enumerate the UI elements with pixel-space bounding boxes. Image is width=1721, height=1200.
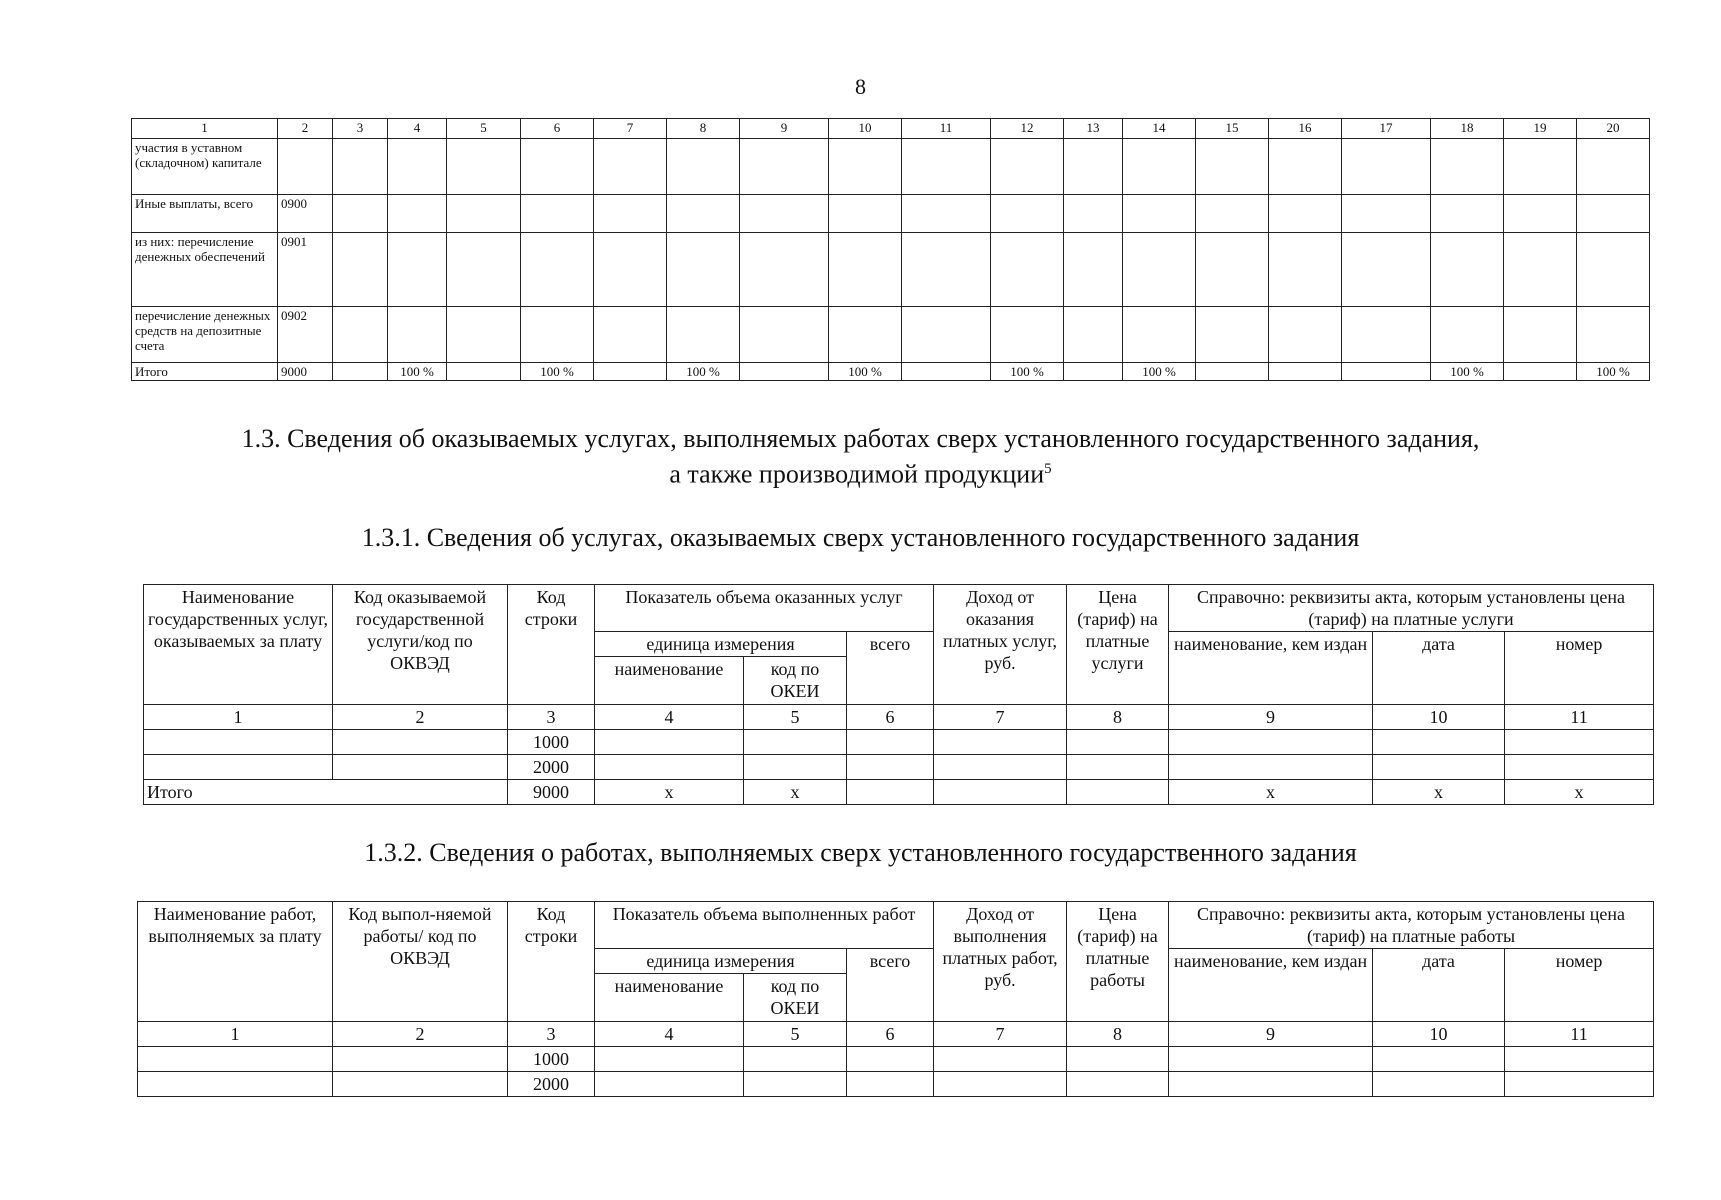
x-mark: x <box>744 780 847 805</box>
col-number: 11 <box>1505 705 1654 730</box>
header-name: Наименование работ, выполняемых за плату <box>138 902 333 1022</box>
col-number: 4 <box>595 1022 744 1047</box>
header-ref-date: дата <box>1373 949 1505 1022</box>
total-percent: 100 % <box>829 363 902 381</box>
total-percent: 100 % <box>667 363 740 381</box>
header-unit: единица измерения <box>595 632 847 657</box>
col-number: 7 <box>594 119 667 139</box>
footnote-mark: 5 <box>1044 461 1052 477</box>
col-number: 5 <box>744 705 847 730</box>
header-income: Доход от оказания платных услуг, руб. <box>934 585 1067 705</box>
table-row <box>144 730 1654 755</box>
col-number: 7 <box>934 705 1067 730</box>
row-label: из них: перечисление денежных обеспечений <box>132 233 278 307</box>
col-number: 14 <box>1123 119 1196 139</box>
table-row <box>138 1072 1654 1097</box>
col-number: 2 <box>333 1022 508 1047</box>
col-number: 6 <box>521 119 594 139</box>
col-number: 1 <box>144 705 333 730</box>
col-number: 10 <box>1373 705 1505 730</box>
col-number: 12 <box>991 119 1064 139</box>
works-table <box>137 901 1654 1097</box>
table-row <box>132 139 1650 195</box>
col-number: 8 <box>667 119 740 139</box>
header-code: Код выпол-няемой работы/ код по ОКВЭД <box>333 902 508 1022</box>
section-heading-1-3-1: 1.3.1. Сведения об услугах, оказываемых сверх установленного государственного задания <box>361 523 1360 552</box>
row-label: перечисление денежных средств на депозитные счета <box>132 307 278 363</box>
col-number: 11 <box>902 119 991 139</box>
row-code: 2000 <box>508 755 595 780</box>
x-mark: x <box>1373 780 1505 805</box>
col-number: 16 <box>1269 119 1342 139</box>
row-label: Иные выплаты, всего <box>132 195 278 233</box>
col-number: 3 <box>508 1022 595 1047</box>
col-number: 10 <box>829 119 902 139</box>
total-percent: 100 % <box>1123 363 1196 381</box>
col-number: 2 <box>333 705 508 730</box>
row-code: 1000 <box>508 730 595 755</box>
header-income: Доход от выполнения платных работ, руб. <box>934 902 1067 1022</box>
table-row <box>138 1047 1654 1072</box>
total-percent: 100 % <box>991 363 1064 381</box>
col-number: 13 <box>1064 119 1123 139</box>
total-label: Итого <box>144 780 508 805</box>
section-heading-1-3 <box>0 424 1721 490</box>
column-number-row <box>144 705 1654 730</box>
col-number: 4 <box>595 705 744 730</box>
total-percent: 100 % <box>1431 363 1504 381</box>
header-price: Цена (тариф) на платные услуги <box>1067 585 1169 705</box>
header-unit-okei: код по ОКЕИ <box>744 657 847 705</box>
header-ref-number: номер <box>1505 949 1654 1022</box>
header-unit-name: наименование <box>595 974 744 1022</box>
col-number: 1 <box>138 1022 333 1047</box>
row-code: 0901 <box>278 233 333 307</box>
col-number: 1 <box>132 119 278 139</box>
header-code: Код оказываемой государственной услуги/код по ОКВЭД <box>333 585 508 705</box>
total-row <box>132 363 1650 381</box>
total-row <box>144 780 1654 805</box>
col-number: 18 <box>1431 119 1504 139</box>
col-number: 9 <box>1169 705 1373 730</box>
header-volume: Показатель объема выполненных работ <box>595 902 934 949</box>
header-reference: Справочно: реквизиты акта, которым установлены цена (тариф) на платные услуги <box>1169 585 1654 632</box>
total-code: 9000 <box>508 780 595 805</box>
payments-table <box>131 118 1650 381</box>
col-number: 9 <box>1169 1022 1373 1047</box>
col-number: 6 <box>847 705 934 730</box>
header-total: всего <box>847 632 934 705</box>
page-number: 8 <box>855 74 866 99</box>
header-unit-name: наименование <box>595 657 744 705</box>
row-code: 0902 <box>278 307 333 363</box>
header-ref-name: наименование, кем издан <box>1169 632 1373 705</box>
header-name: Наименование государственных услуг, оказываемых за плату <box>144 585 333 705</box>
heading-line: 1.3. Сведения об оказываемых услугах, выполняемых работах сверх установленного государственного задания, <box>241 424 1480 453</box>
col-number: 6 <box>847 1022 934 1047</box>
row-label: участия в уставном (складочном) капитале <box>132 139 278 195</box>
col-number: 17 <box>1342 119 1431 139</box>
x-mark: x <box>1505 780 1654 805</box>
heading-line-2: а также производимой продукции$^5$ <box>669 459 1052 489</box>
header-unit-okei: код по ОКЕИ <box>744 974 847 1022</box>
row-code: 1000 <box>508 1047 595 1072</box>
col-number: 20 <box>1577 119 1650 139</box>
col-number: 8 <box>1067 1022 1169 1047</box>
x-mark: x <box>1169 780 1373 805</box>
x-mark: x <box>595 780 744 805</box>
table-row <box>144 755 1654 780</box>
header-row-code: Код строки <box>508 902 595 1022</box>
total-label: Итого <box>132 363 278 381</box>
total-percent: 100 % <box>521 363 594 381</box>
col-number: 3 <box>508 705 595 730</box>
total-percent: 100 % <box>388 363 447 381</box>
col-number: 7 <box>934 1022 1067 1047</box>
section-heading-1-3-2: 1.3.2. Сведения о работах, выполняемых сверх установленного государственного задания <box>364 838 1357 867</box>
header-ref-number: номер <box>1505 632 1654 705</box>
col-number: 2 <box>278 119 333 139</box>
table-row <box>132 307 1650 363</box>
header-ref-date: дата <box>1373 632 1505 705</box>
col-number: 4 <box>388 119 447 139</box>
col-number: 5 <box>744 1022 847 1047</box>
header-total: всего <box>847 949 934 1022</box>
table-row <box>132 233 1650 307</box>
column-number-row <box>132 119 1650 139</box>
col-number: 11 <box>1505 1022 1654 1047</box>
col-number: 15 <box>1196 119 1269 139</box>
col-number: 8 <box>1067 705 1169 730</box>
header-volume: Показатель объема оказанных услуг <box>595 585 934 632</box>
col-number: 5 <box>447 119 521 139</box>
col-number: 3 <box>333 119 388 139</box>
header-price: Цена (тариф) на платные работы <box>1067 902 1169 1022</box>
row-code: 0900 <box>278 195 333 233</box>
col-number: 10 <box>1373 1022 1505 1047</box>
table-row <box>132 195 1650 233</box>
header-ref-name: наименование, кем издан <box>1169 949 1373 1022</box>
row-code <box>278 139 333 195</box>
row-code: 2000 <box>508 1072 595 1097</box>
header-unit: единица измерения <box>595 949 847 974</box>
total-code: 9000 <box>278 363 333 381</box>
total-percent: 100 % <box>1577 363 1650 381</box>
services-table <box>143 584 1654 805</box>
header-reference: Справочно: реквизиты акта, которым установлены цена (тариф) на платные работы <box>1169 902 1654 949</box>
col-number: 19 <box>1504 119 1577 139</box>
header-row-code: Код строки <box>508 585 595 705</box>
column-number-row <box>138 1022 1654 1047</box>
col-number: 9 <box>740 119 829 139</box>
